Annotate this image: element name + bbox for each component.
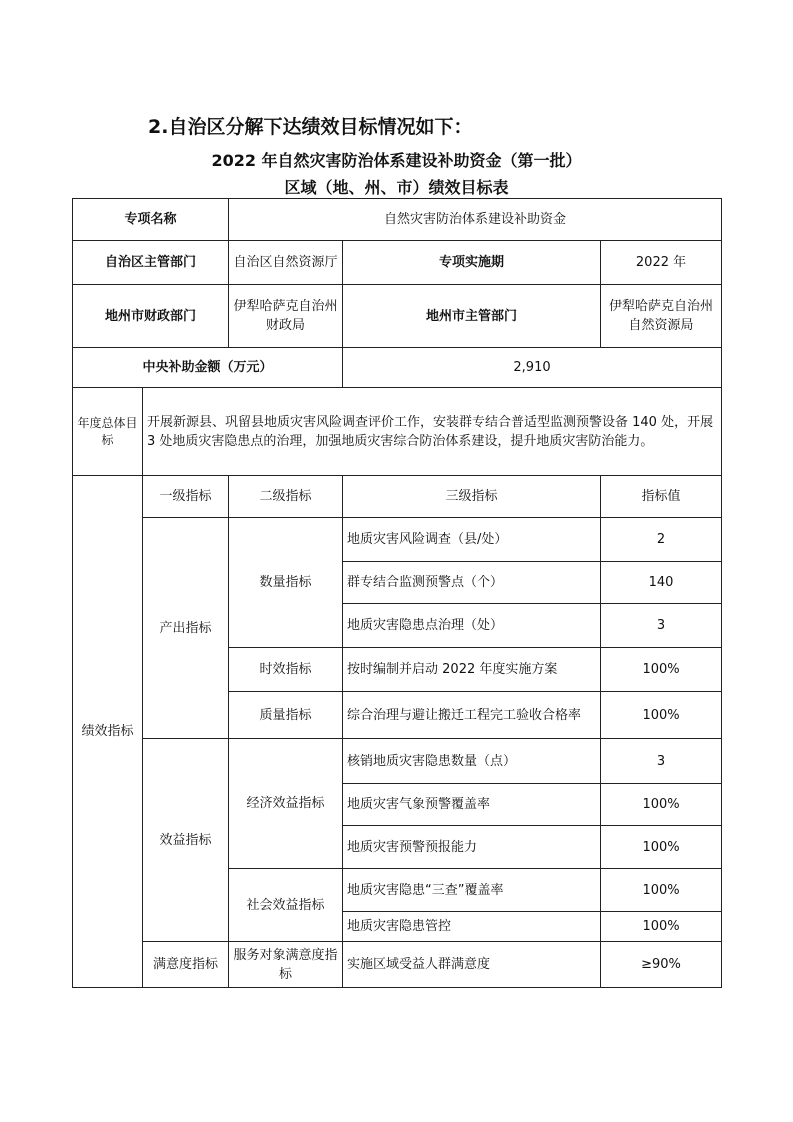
indicator-value: 100% xyxy=(601,648,722,692)
performance-table xyxy=(72,198,722,988)
prefecture-finance-value: 伊犁哈萨克自治州财政局 xyxy=(229,285,343,348)
indicator-name: 按时编制并启动 2022 年度实施方案 xyxy=(343,648,601,692)
region-dept-value: 自治区自然资源厅 xyxy=(229,241,343,285)
indicator-name: 群专结合监测预警点（个） xyxy=(343,562,601,604)
perf-label: 绩效指标 xyxy=(73,476,143,988)
table-row xyxy=(73,739,722,784)
social-label: 社会效益指标 xyxy=(229,869,343,942)
indicator-name: 地质灾害隐患管控 xyxy=(343,912,601,942)
satisfaction-label: 满意度指标 xyxy=(143,942,229,988)
table-row xyxy=(73,199,722,241)
indicator-value: 3 xyxy=(601,739,722,784)
output-label: 产出指标 xyxy=(143,518,229,739)
prefecture-finance-label: 地州市财政部门 xyxy=(73,285,229,348)
indicator-name: 地质灾害隐患“三查”覆盖率 xyxy=(343,869,601,912)
indicator-value: 3 xyxy=(601,604,722,648)
project-name-value: 自然灾害防治体系建设补助资金 xyxy=(229,199,722,241)
indicator-value: 100% xyxy=(601,692,722,739)
indicator-value: 2 xyxy=(601,518,722,562)
prefecture-dept-label: 地州市主管部门 xyxy=(343,285,601,348)
region-dept-label: 自治区主管部门 xyxy=(73,241,229,285)
indicator-value: 100% xyxy=(601,869,722,912)
col-header-3: 三级指标 xyxy=(343,476,601,518)
indicator-value: 100% xyxy=(601,912,722,942)
economic-label: 经济效益指标 xyxy=(229,739,343,869)
amount-value: 2,910 xyxy=(343,348,722,388)
table-subtitle: 区域（地、州、市）绩效目标表 xyxy=(284,178,509,197)
section-heading: 2.自治区分解下达绩效目标情况如下： xyxy=(148,116,473,138)
table-row xyxy=(73,348,722,388)
indicator-value: 100% xyxy=(601,826,722,869)
period-label: 专项实施期 xyxy=(343,241,601,285)
indicator-name: 综合治理与避让搬迁工程完工验收合格率 xyxy=(343,692,601,739)
timeliness-label: 时效指标 xyxy=(229,648,343,692)
table-row xyxy=(73,285,722,348)
project-name-label: 专项名称 xyxy=(73,199,229,241)
col-header-1: 一级指标 xyxy=(143,476,229,518)
amount-label: 中央补助金额（万元） xyxy=(73,348,343,388)
indicator-name: 地质灾害隐患点治理（处） xyxy=(343,604,601,648)
indicator-value: ≥90% xyxy=(601,942,722,988)
table-row xyxy=(73,241,722,285)
indicator-name: 地质灾害气象预警覆盖率 xyxy=(343,784,601,826)
annual-goal-text: 开展新源县、巩留县地质灾害风险调查评价工作，安装群专结合普适型监测预警设备 140 处，开展 3 处地质灾害隐患点的治理，加强地质灾害综合防治体系建设，提升地质灾害防治能力。 xyxy=(143,388,722,476)
indicator-name: 核销地质灾害隐患数量（点） xyxy=(343,739,601,784)
indicator-name: 地质灾害风险调查（县/处） xyxy=(343,518,601,562)
annual-goal-label: 年度总体目标 xyxy=(73,388,143,476)
col-header-2: 二级指标 xyxy=(229,476,343,518)
table-row xyxy=(73,388,722,476)
col-header-4: 指标值 xyxy=(601,476,722,518)
indicator-value: 100% xyxy=(601,784,722,826)
quality-label: 质量指标 xyxy=(229,692,343,739)
indicator-name: 实施区域受益人群满意度 xyxy=(343,942,601,988)
period-value: 2022 年 xyxy=(601,241,722,285)
table-header-row xyxy=(73,476,722,518)
quantity-label: 数量指标 xyxy=(229,518,343,648)
benefit-label: 效益指标 xyxy=(143,739,229,942)
table-row xyxy=(73,942,722,988)
service-label: 服务对象满意度指标 xyxy=(229,942,343,988)
table-row xyxy=(73,518,722,562)
prefecture-dept-value: 伊犁哈萨克自治州自然资源局 xyxy=(601,285,722,348)
indicator-name: 地质灾害预警预报能力 xyxy=(343,826,601,869)
table-title: 2022 年自然灾害防治体系建设补助资金（第一批） xyxy=(211,151,582,170)
indicator-value: 140 xyxy=(601,562,722,604)
